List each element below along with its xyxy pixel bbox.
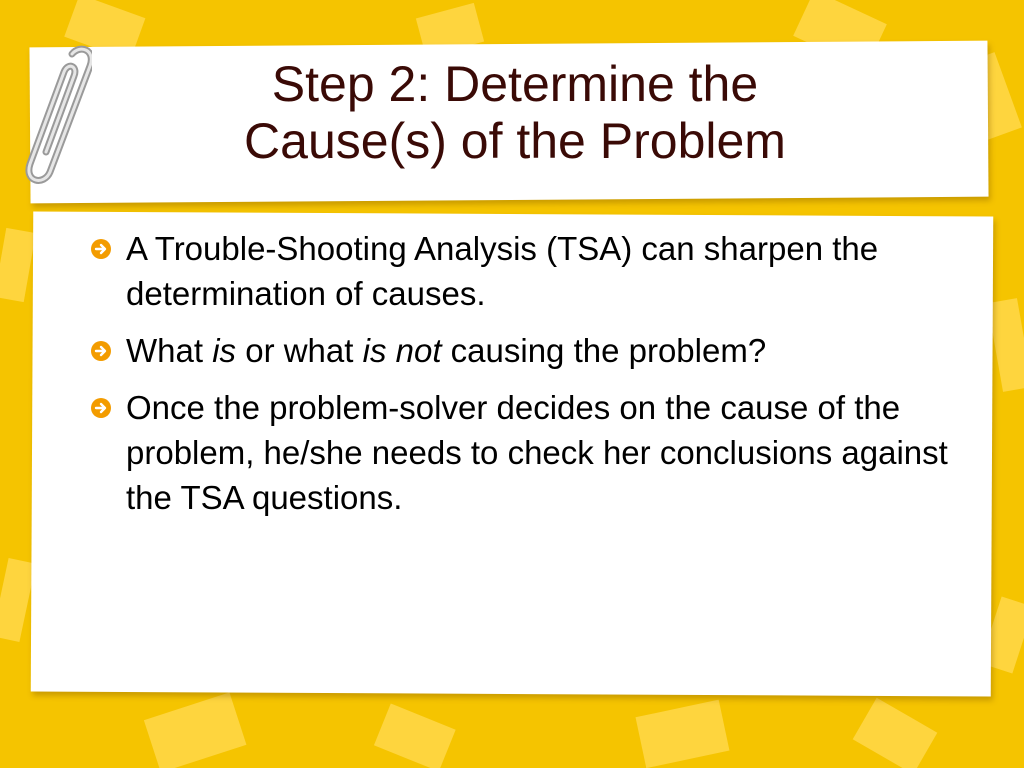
arrow-circle-icon	[90, 340, 112, 362]
bullet-item-2	[86, 328, 956, 373]
bullet-text-2-part2: or what	[236, 332, 363, 369]
page-title	[100, 56, 930, 169]
bullet-text-2-part1: What	[126, 332, 213, 369]
bullet-text-2-em1: is	[212, 332, 237, 369]
bullet-text-2-em2: is not	[362, 332, 442, 369]
bullet-text-3: Once the problem-solver decides on the cause of the problem, he/she needs to check her conclusions against the TSA questions.	[126, 389, 948, 516]
bullet-item-1	[86, 226, 956, 316]
arrow-circle-icon	[90, 397, 112, 419]
bullet-text-1: A Trouble-Shooting Analysis (TSA) can sharpen the determination of causes.	[126, 230, 879, 312]
arrow-circle-icon	[90, 238, 112, 260]
bullet-text-2-part3: causing the problem?	[441, 332, 767, 369]
bullet-item-3	[86, 385, 956, 520]
bullet-list	[86, 226, 956, 532]
title-line-2: Cause(s) of the Problem	[244, 112, 786, 169]
title-line-1: Step 2: Determine the	[271, 56, 759, 112]
paperclip-icon	[20, 36, 92, 186]
